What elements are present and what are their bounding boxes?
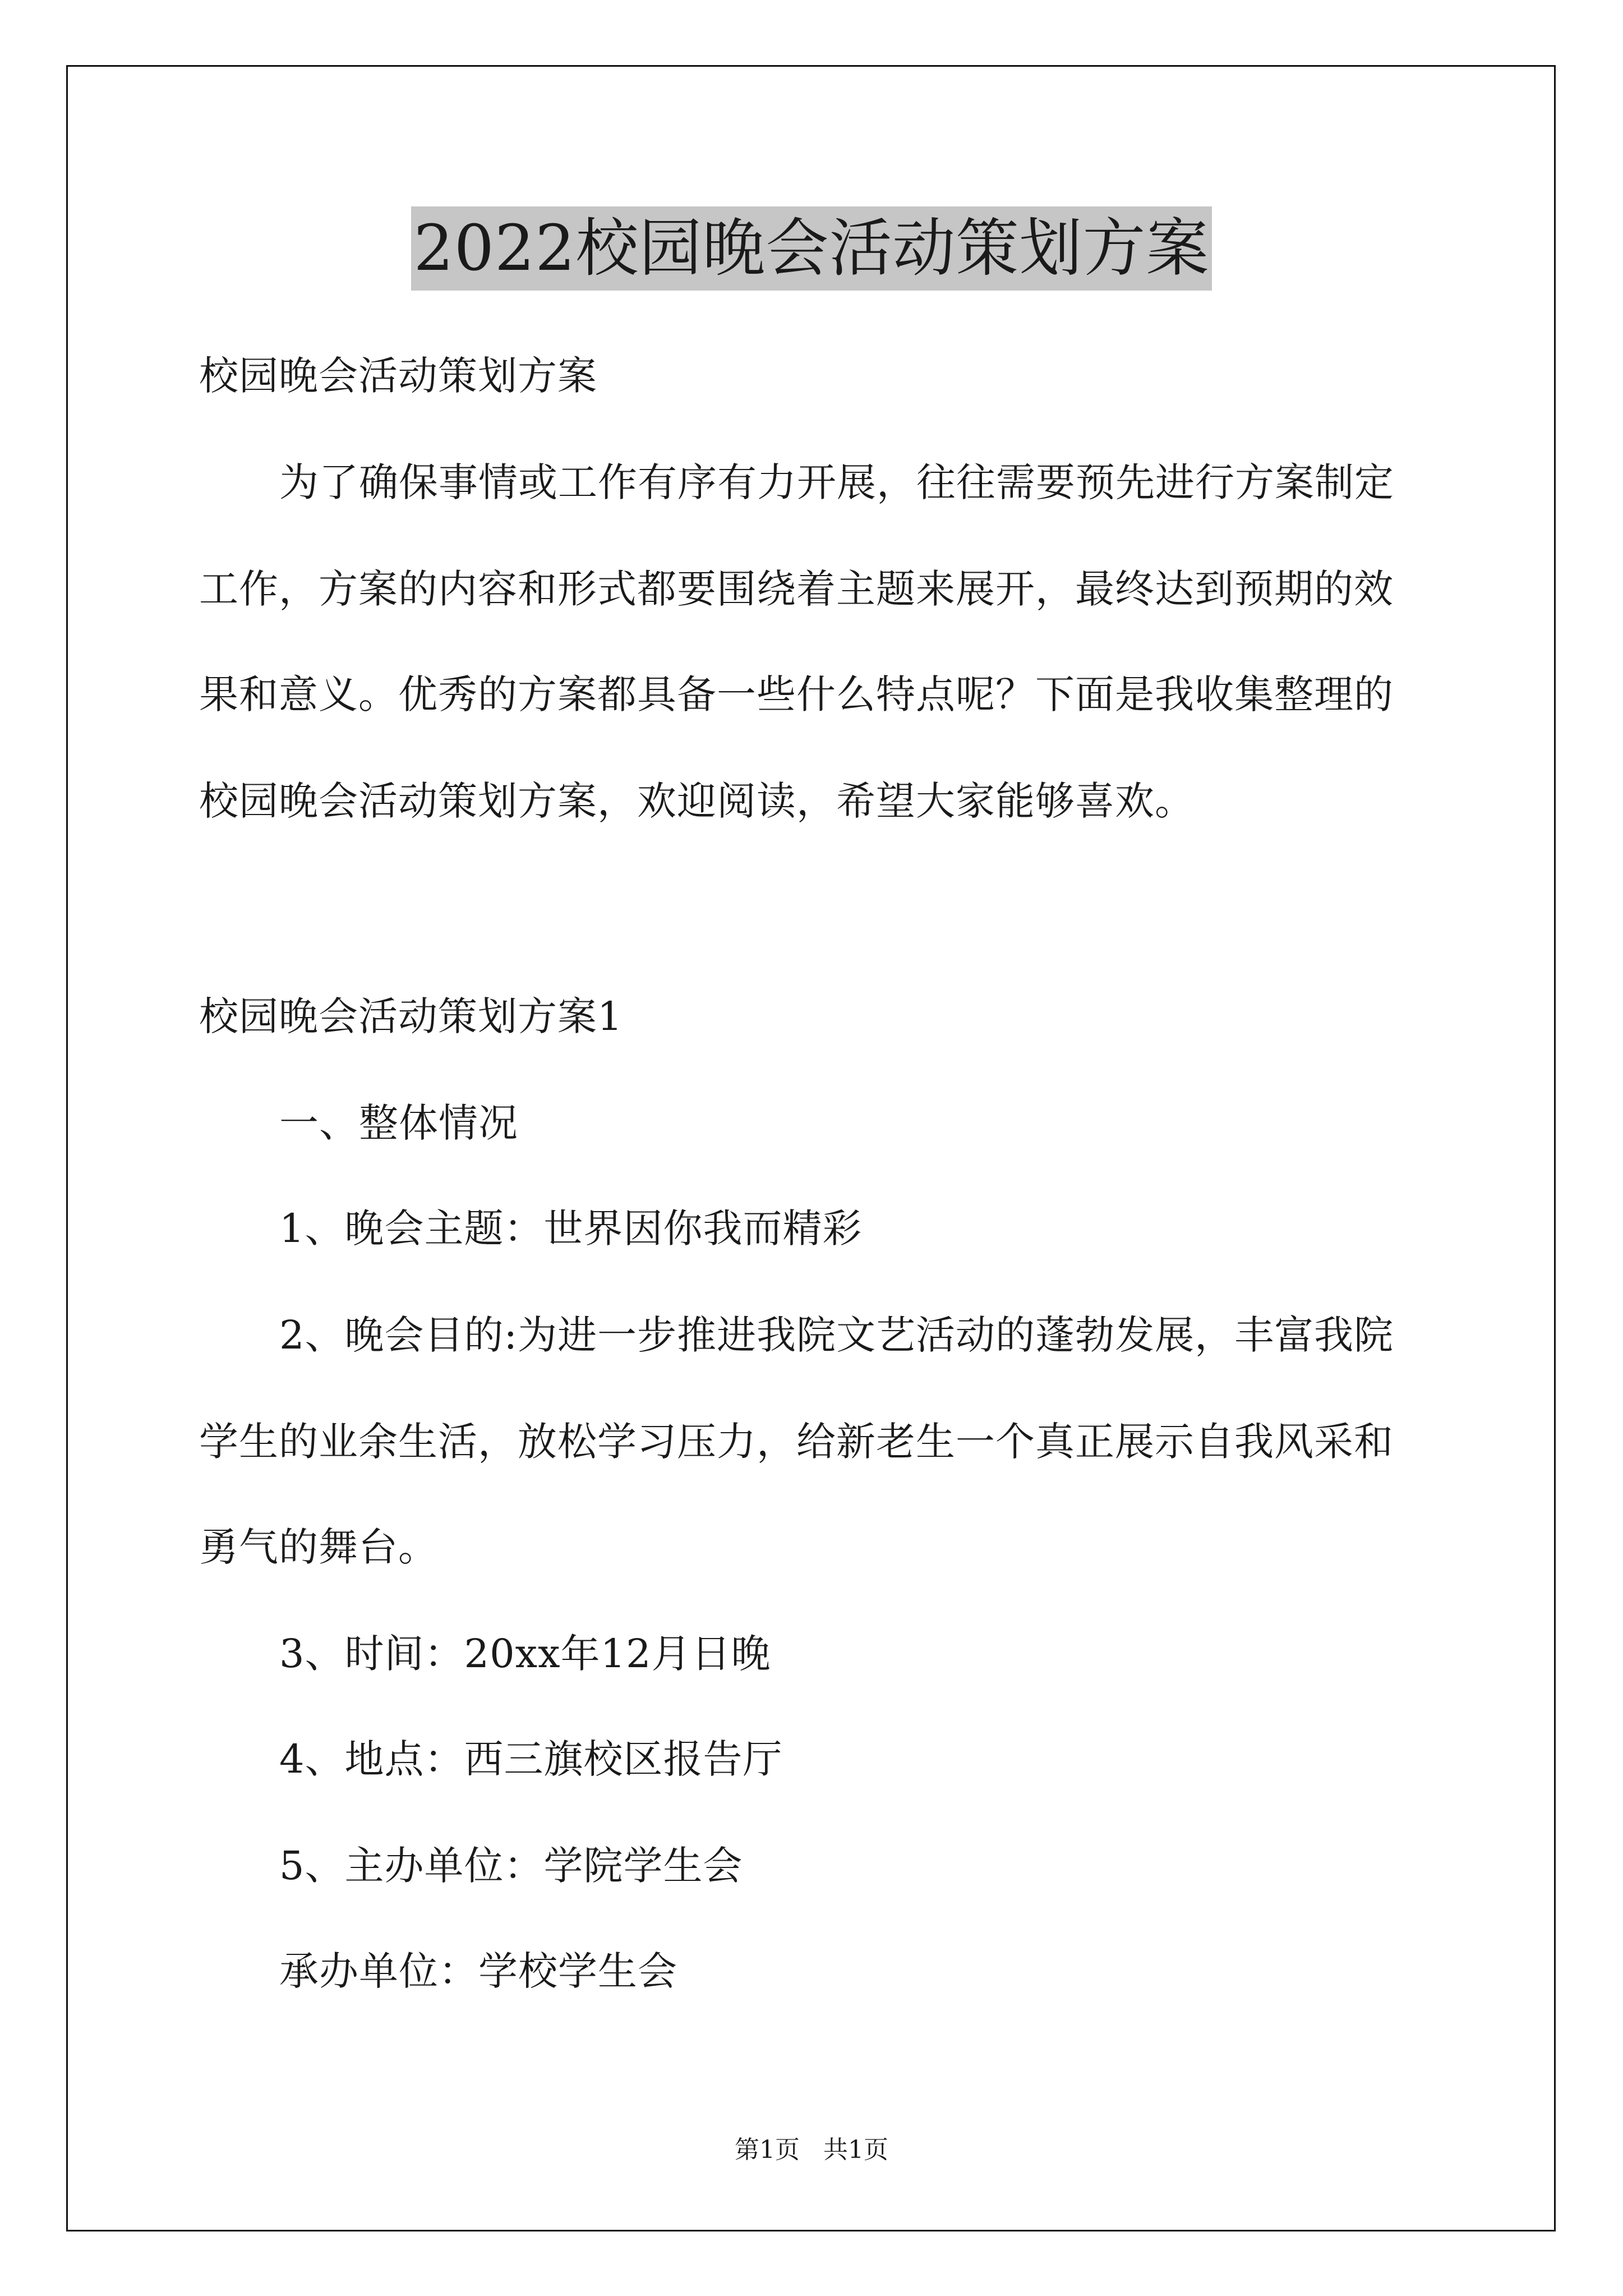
item-purpose-line-3: 勇气的舞台。: [199, 1524, 438, 1570]
page-number-footer: 第1页 共1页: [735, 2136, 888, 2164]
item-purpose-line-2: 学生的业余生活，放松学习压力，给新老生一个真正展示自我风采和: [199, 1419, 1394, 1465]
item-purpose-line-1: 2、晚会目的:为进一步推进我院文艺活动的蓬勃发展，丰富我院: [279, 1312, 1394, 1358]
title-container: [0, 206, 1623, 291]
item-location: 4、地点：西三旗校区报告厅: [279, 1736, 783, 1782]
intro-line-2: 工作，方案的内容和形式都要围绕着主题来展开，最终达到预期的效: [199, 566, 1394, 612]
intro-line-3: 果和意义。优秀的方案都具备一些什么特点呢？下面是我收集整理的: [199, 671, 1394, 717]
item-organizer: 5、主办单位：学院学生会: [279, 1843, 743, 1889]
intro-line-1: 为了确保事情或工作有序有力开展，往往需要预先进行方案制定: [279, 459, 1394, 505]
section-heading: 校园晚会活动策划方案1: [199, 993, 623, 1039]
document-title: 2022校园晚会活动策划方案: [411, 206, 1211, 291]
item-co-organizer: 承办单位：学校学生会: [279, 1948, 677, 1994]
subtitle-line: 校园晚会活动策划方案: [199, 353, 597, 399]
intro-line-4: 校园晚会活动策划方案，欢迎阅读，希望大家能够喜欢。: [199, 778, 1195, 824]
item-theme: 1、晚会主题：世界因你我而精彩: [279, 1205, 863, 1251]
overview-heading: 一、整体情况: [279, 1100, 518, 1146]
item-time: 3、时间：20xx年12月日晚: [279, 1631, 771, 1677]
